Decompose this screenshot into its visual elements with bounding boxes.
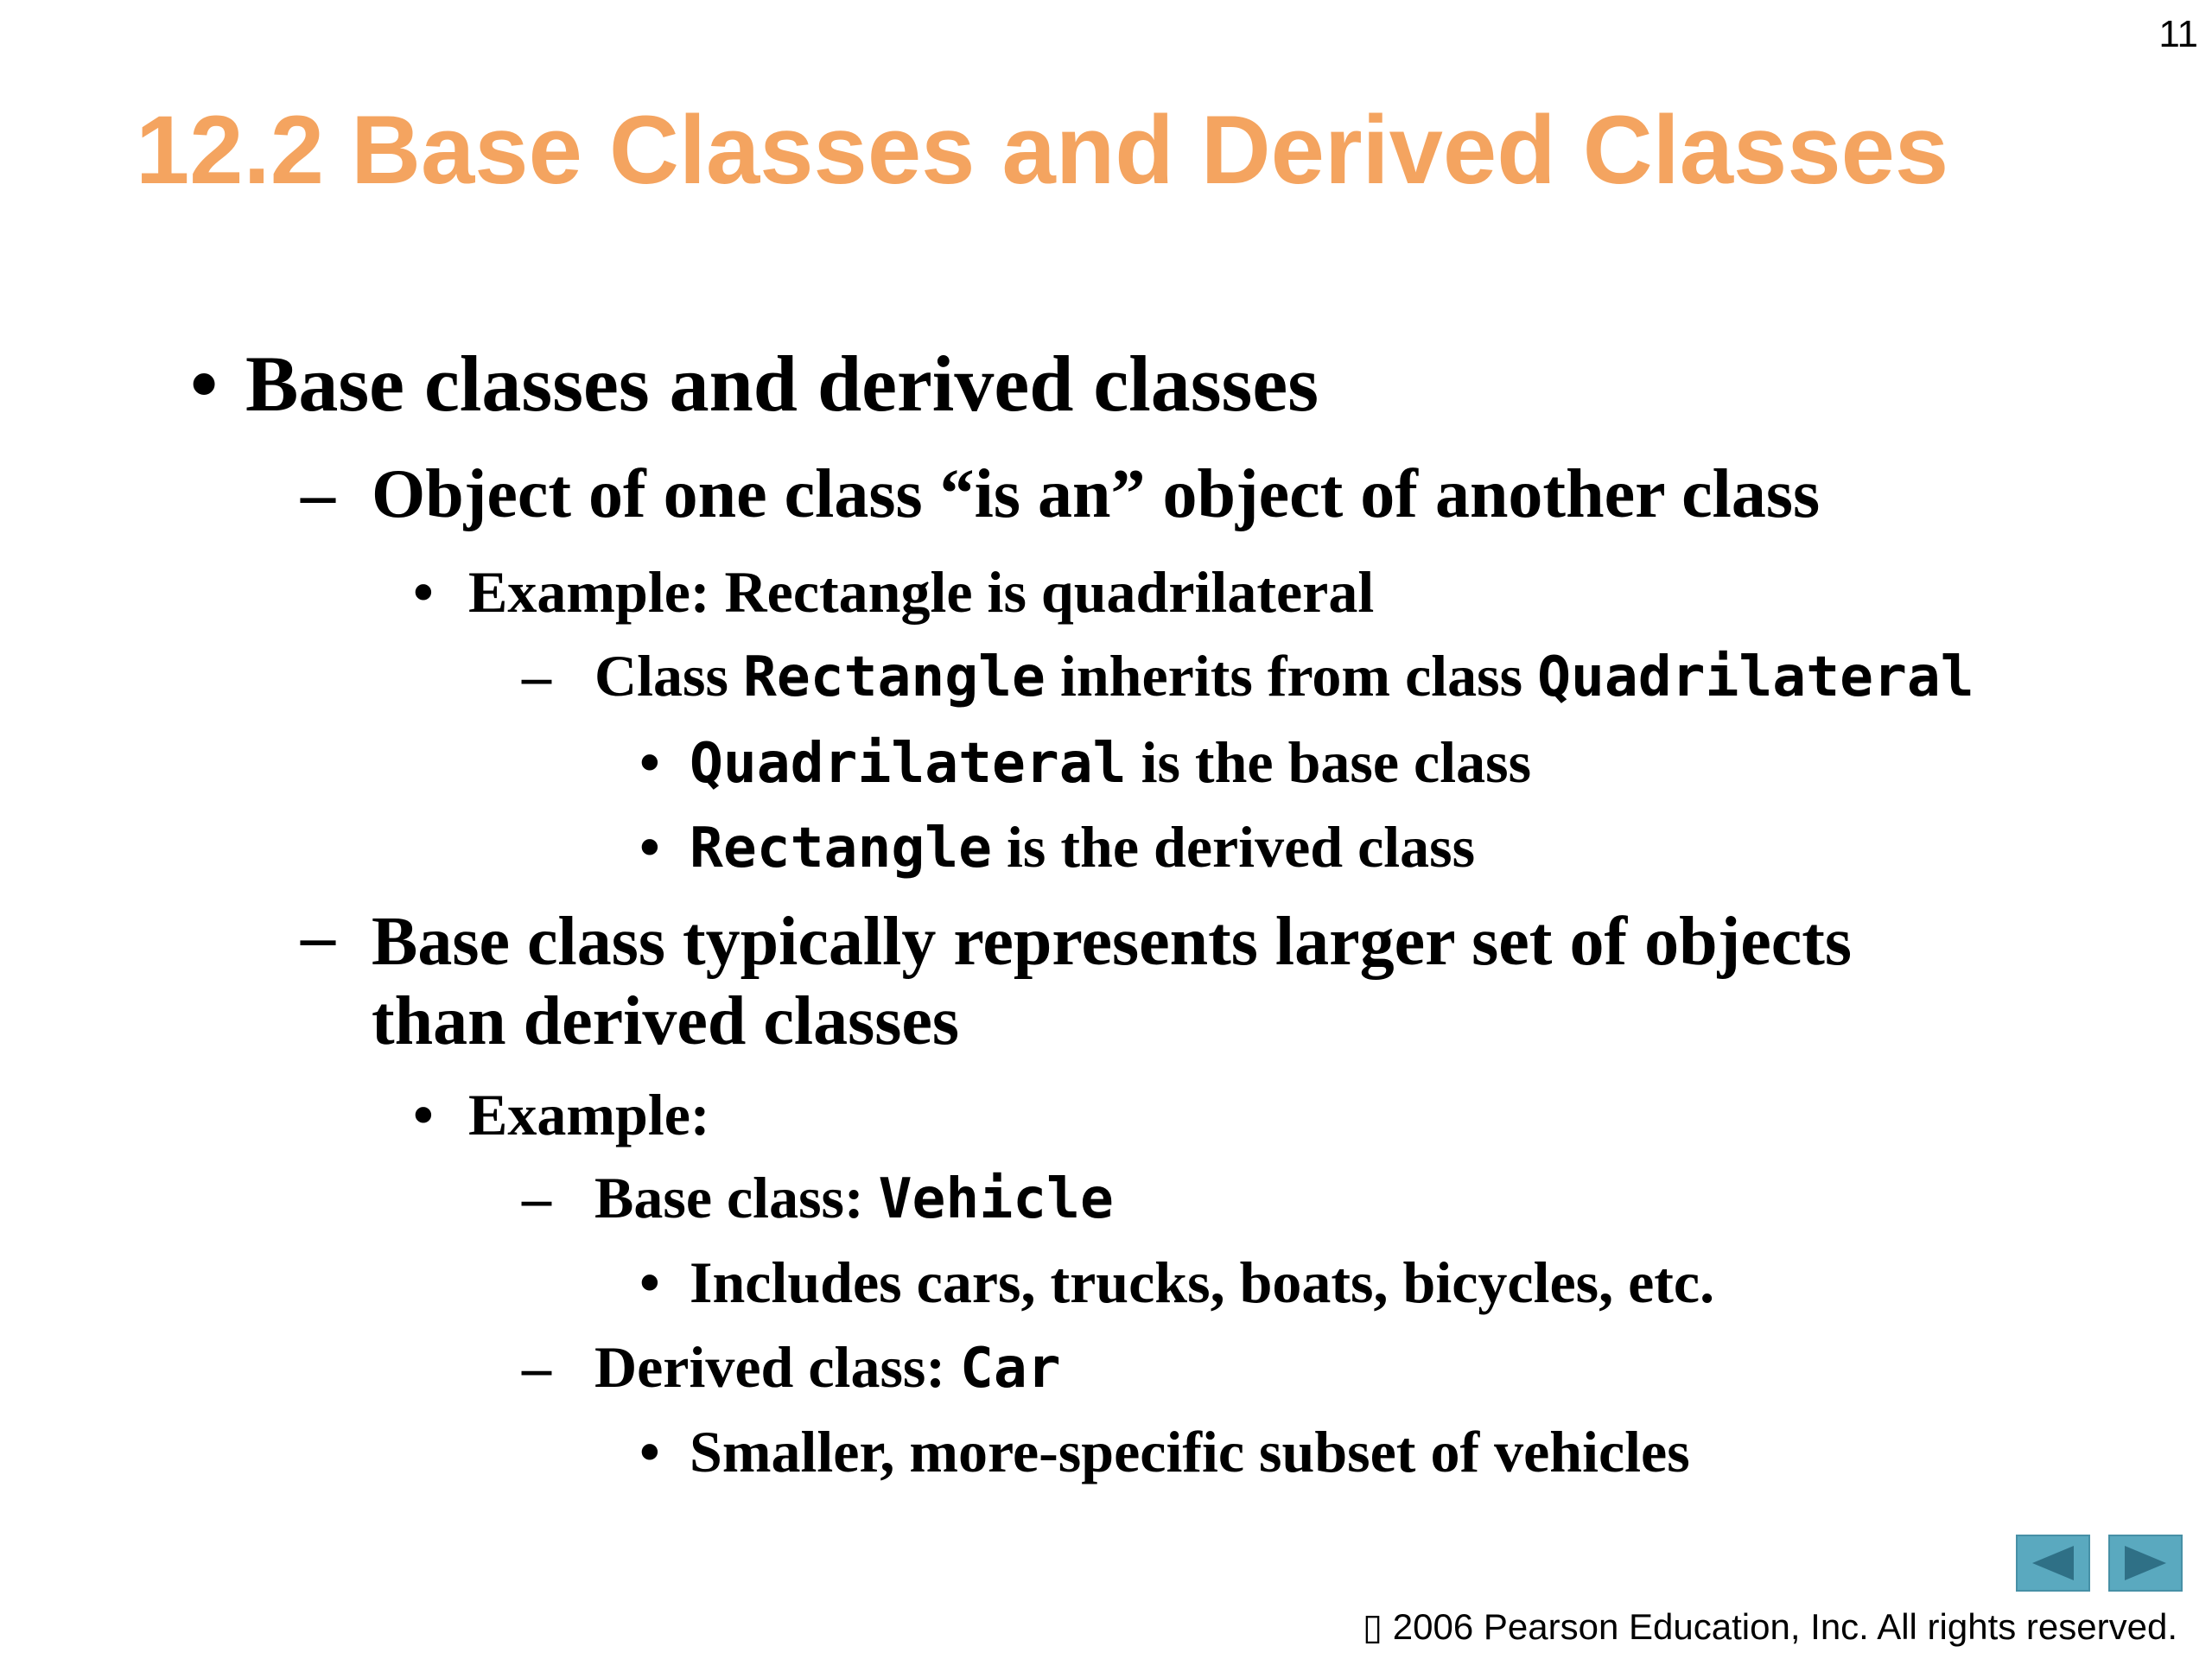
bullet-text <box>690 814 1475 880</box>
copyright-text: 2006 Pearson Education, Inc. All rights reserved. <box>1382 1606 2177 1647</box>
bullet-rectangle-derived <box>639 814 1476 880</box>
dash-marker: – <box>301 456 335 532</box>
dash-marker: – <box>301 899 335 975</box>
bullet-text: Smaller, more-specific subset of vehicles <box>690 1419 1690 1484</box>
bullet-rectangle-inherits <box>522 643 1974 709</box>
dash-marker: – <box>522 643 551 709</box>
bullet-text <box>594 1165 1114 1230</box>
bullet-marker: • <box>190 340 219 428</box>
next-slide-button[interactable] <box>2108 1535 2183 1592</box>
bullet-includes-cars <box>639 1249 1715 1315</box>
text-segment: is the base class <box>1126 729 1532 795</box>
bullet-base-larger-set <box>301 899 1853 1061</box>
bullet-text <box>690 729 1531 795</box>
text-segment: is the derived class <box>992 814 1476 880</box>
bullet-example <box>413 1082 710 1147</box>
bullet-text <box>594 1334 1061 1400</box>
bullet-text: Example: Rectangle is quadrilateral <box>468 559 1375 625</box>
bullet-is-an-relationship <box>301 456 1821 532</box>
bullet-text: Includes cars, trucks, boats, bicycles, etc. <box>690 1249 1715 1315</box>
triangle-left-icon <box>2027 1544 2079 1582</box>
code-rectangle: Rectangle <box>690 816 992 880</box>
bullet-marker: • <box>639 1249 660 1315</box>
bullet-text: Example: <box>468 1082 710 1147</box>
bullet-derived-class-car <box>522 1334 1061 1401</box>
bullet-text <box>594 643 1974 709</box>
bullet-smaller-subset <box>639 1419 1690 1484</box>
code-rectangle: Rectangle <box>742 645 1046 709</box>
slide-title: 12.2 Base Classes and Derived Classes <box>136 96 1949 204</box>
copyright-notice <box>1363 1606 2177 1647</box>
text-line-1: Base class typically represents larger set of objects <box>372 904 1853 980</box>
bullet-base-class-vehicle <box>522 1165 1114 1231</box>
dash-marker: – <box>522 1165 551 1230</box>
code-car: Car <box>960 1336 1061 1401</box>
page-number: 11 <box>2158 13 2198 55</box>
copyright-symbol: ▯ <box>1363 1606 1383 1647</box>
text-segment: inherits from class <box>1045 643 1538 709</box>
previous-slide-button[interactable] <box>2016 1535 2090 1592</box>
bullet-text: Object of one class “is an” object of another class <box>372 456 1821 532</box>
bullet-marker: • <box>639 1419 660 1484</box>
code-vehicle: Vehicle <box>878 1166 1114 1231</box>
bullet-marker: • <box>639 814 660 880</box>
dash-marker: – <box>522 1334 551 1400</box>
bullet-marker: • <box>639 729 660 795</box>
code-quadrilateral: Quadrilateral <box>1537 645 1974 709</box>
bullet-text <box>372 902 1852 1061</box>
code-quadrilateral: Quadrilateral <box>690 731 1127 796</box>
text-line-2: than derived classes <box>372 983 959 1059</box>
text-segment: Base class: <box>594 1165 879 1230</box>
text-segment: Derived class: <box>594 1334 961 1400</box>
bullet-marker: • <box>413 559 434 625</box>
bullet-quadrilateral-base <box>639 729 1532 796</box>
bullet-marker: • <box>413 1082 434 1147</box>
bullet-base-and-derived <box>190 340 1319 428</box>
text-segment: Class <box>594 643 743 709</box>
triangle-right-icon <box>2120 1544 2171 1582</box>
bullet-example-rectangle <box>413 559 1375 625</box>
bullet-text: Base classes and derived classes <box>245 340 1319 428</box>
